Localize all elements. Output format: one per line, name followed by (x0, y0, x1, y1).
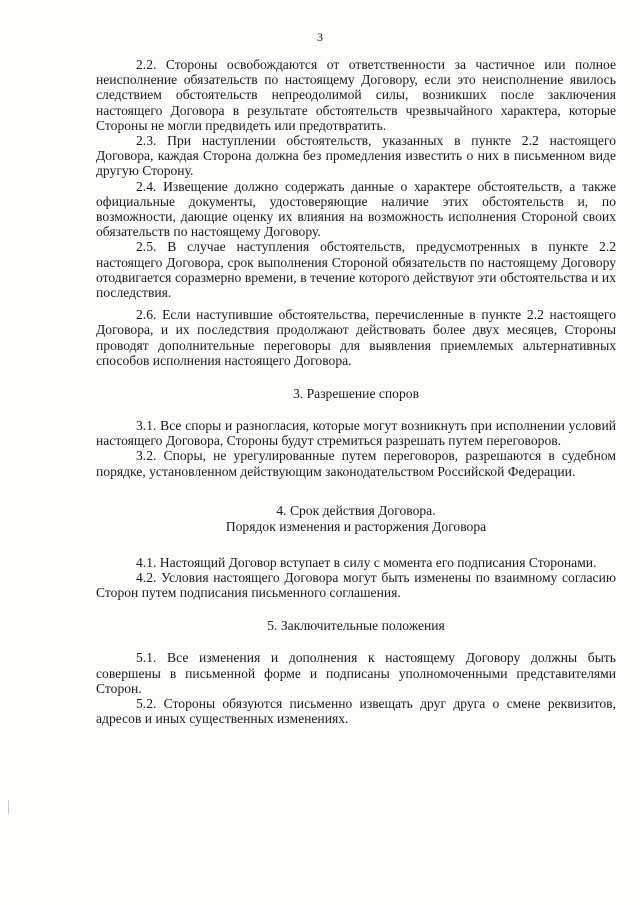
clause-2-2: 2.2. Стороны освобождаются от ответственности за частичное или полное неисполнение обязательств по настоящему Договору, если это неисполнение явилось следствием обстоятельств непреодолимой силы, возникших после заключения настоящего Договора в результате обстоятельств чрезвычайного характера, которые Стороны не могли предвидеть или предотвратить. (96, 57, 616, 133)
document-body (96, 57, 616, 727)
section-5-heading: 5. Заключительные положения (267, 618, 445, 634)
clause-2-4: 2.4. Извещение должно содержать данные о характере обстоятельств, а также официальные документы, удостоверяющие наличие этих обстоятельств и, по возможности, дающие оценку их влияния на возможность исполнения Стороной своих обязательств по настоящему Договору. (96, 178, 616, 240)
section-4-heading-line2: Порядок изменения и расторжения Договора (225, 518, 487, 534)
page-number: 3 (317, 30, 323, 44)
section-4-heading (96, 503, 616, 535)
clause-4-1: 4.1. Настоящий Договор вступает в силу с момента его подписания Сторонами. (136, 554, 597, 570)
clause-2-3: 2.3. При наступлении обстоятельств, указанных в пункте 2.2 настоящего Договора, каждая Сторона должна без промедления известить о них в письменном виде другую Сторону. (96, 133, 616, 179)
section-4-heading-line1: 4. Срок действия Договора. (276, 502, 436, 518)
clause-5-2: 5.2. Стороны обязуются письменно извещать друг друга о смене реквизитов, адресов и иных существенных изменениях. (96, 696, 616, 727)
clause-3-2: 3.2. Споры, не урегулированные путем переговоров, разрешаются в судебном порядке, установленном действующим законодательством Российской Федерации. (96, 448, 616, 479)
scan-edge-mark (8, 800, 9, 814)
clause-2-6: 2.6. Если наступившие обстоятельства, перечисленные в пункте 2.2 настоящего Договора, и их последствия продолжают действовать более двух месяцев, Стороны проводят дополнительные переговоры для выявления приемлемых альтернативных способов исполнения настоящего Договора. (96, 307, 616, 368)
clause-4-2: 4.2. Условия настоящего Договора могут быть изменены по взаимному согласию Сторон путем подписания письменного соглашения. (96, 570, 616, 601)
clause-3-1: 3.1. Все споры и разногласия, которые могут возникнуть при исполнении условий настоящего Договора, Стороны будут стремиться разрешать путем переговоров. (96, 418, 616, 449)
clause-5-1: 5.1. Все изменения и дополнения к настоящему Договору должны быть совершены в письменной форме и подписаны уполномоченными представителями Сторон. (96, 650, 616, 696)
clause-2-5: 2.5. В случае наступления обстоятельств, предусмотренных в пункте 2.2 настоящего Договора, срок выполнения Стороной обязательств по настоящему Договору отодвигается соразмерно времени, в течение которого действуют эти обстоятельства и их последствия. (96, 239, 616, 301)
section-3-heading: 3. Разрешение споров (293, 386, 419, 402)
